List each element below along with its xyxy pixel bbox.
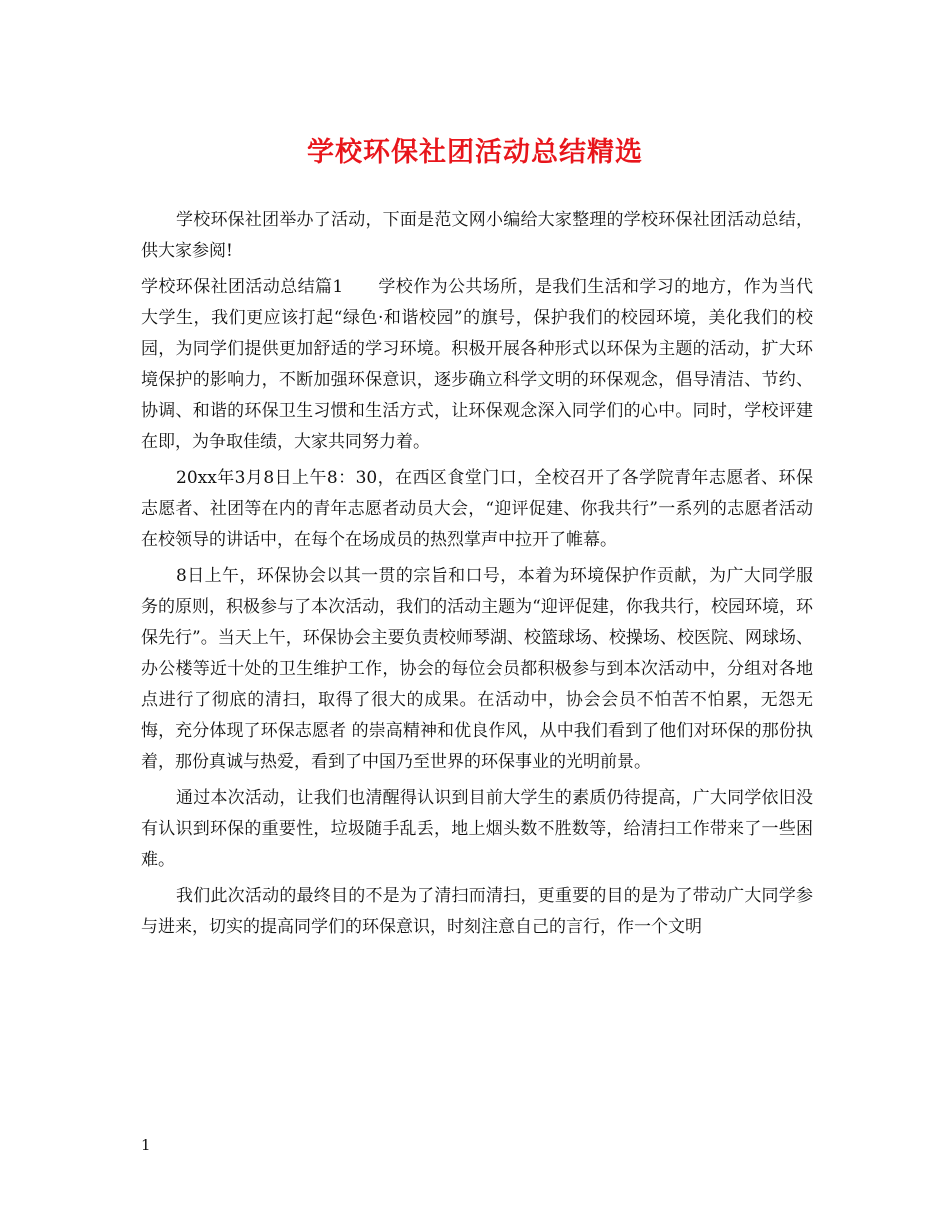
section-1-paragraph: 学校环保社团活动总结篇1 学校作为公共场所，是我们生活和学习的地方，作为当代大学生，我们更应该打起“绿色·和谐校园”的旗号，保护我们的校园环境，美化我们的校园，为同学们提供更加舒适的学习环境。积极开展各种形式以环保为主题的活动，扩大环境保护的影响力，不断加强环保意识，逐步确立科学文明的环保观念，倡导清洁、节约、协调、和谐的环保卫生习惯和生活方式，让环保观念深入同学们的心中。同时，学校评建在即，为争取佳绩，大家共同努力着。 [141,277,813,452]
reflection-paragraph: 通过本次活动，让我们也清醒得认识到目前大学生的素质仍待提高，广大同学依旧没有认识到环保的重要性，垃圾随手乱丢，地上烟头数不胜数等，给清扫工作带来了一些困难。 [141,788,813,870]
intro-paragraph: 学校环保社团举办了活动，下面是范文网小编给大家整理的学校环保社团活动总结，供大家参阅! [141,210,813,261]
page-number: 1 [141,1136,151,1154]
document-body [141,205,813,948]
activity-paragraph: 8日上午，环保协会以其一贯的宗旨和口号，本着为环境保护作贡献，为广大同学服务的原则，积极参与了本次活动，我们的活动主题为“迎评促建，你我共行，校园环境，环保先行”。当天上午，环保协会主要负责校师琴湖、校篮球场、校操场、校医院、网球场、办公楼等近十处的卫生维护工作，协会的每位会员都积极参与到本次活动中，分组对各地点进行了彻底的清扫，取得了很大的成果。在活动中，协会会员不怕苦不怕累，无怨无悔，充分体现了环保志愿者 的崇高精神和优良作风，从中我们看到了他们对环保的那份执着，那份真诚与热爱，看到了中国乃至世界的环保事业的光明前景。 [141,566,813,772]
document-title: 学校环保社团活动总结精选 [307,137,643,168]
purpose-paragraph: 我们此次活动的最终目的不是为了清扫而清扫，更重要的目的是为了带动广大同学参与进来，切实的提高同学们的环保意识，时刻注意自己的言行，作一个文明 [141,886,813,937]
event-paragraph: 20xx年3月8日上午8：30，在西区食堂门口，全校召开了各学院青年志愿者、环保志愿者、社团等在内的青年志愿者动员大会，“迎评促建、你我共行”一系列的志愿者活动在校领导的讲话中，在每个在场成员的热烈掌声中拉开了帷幕。 [141,468,813,550]
